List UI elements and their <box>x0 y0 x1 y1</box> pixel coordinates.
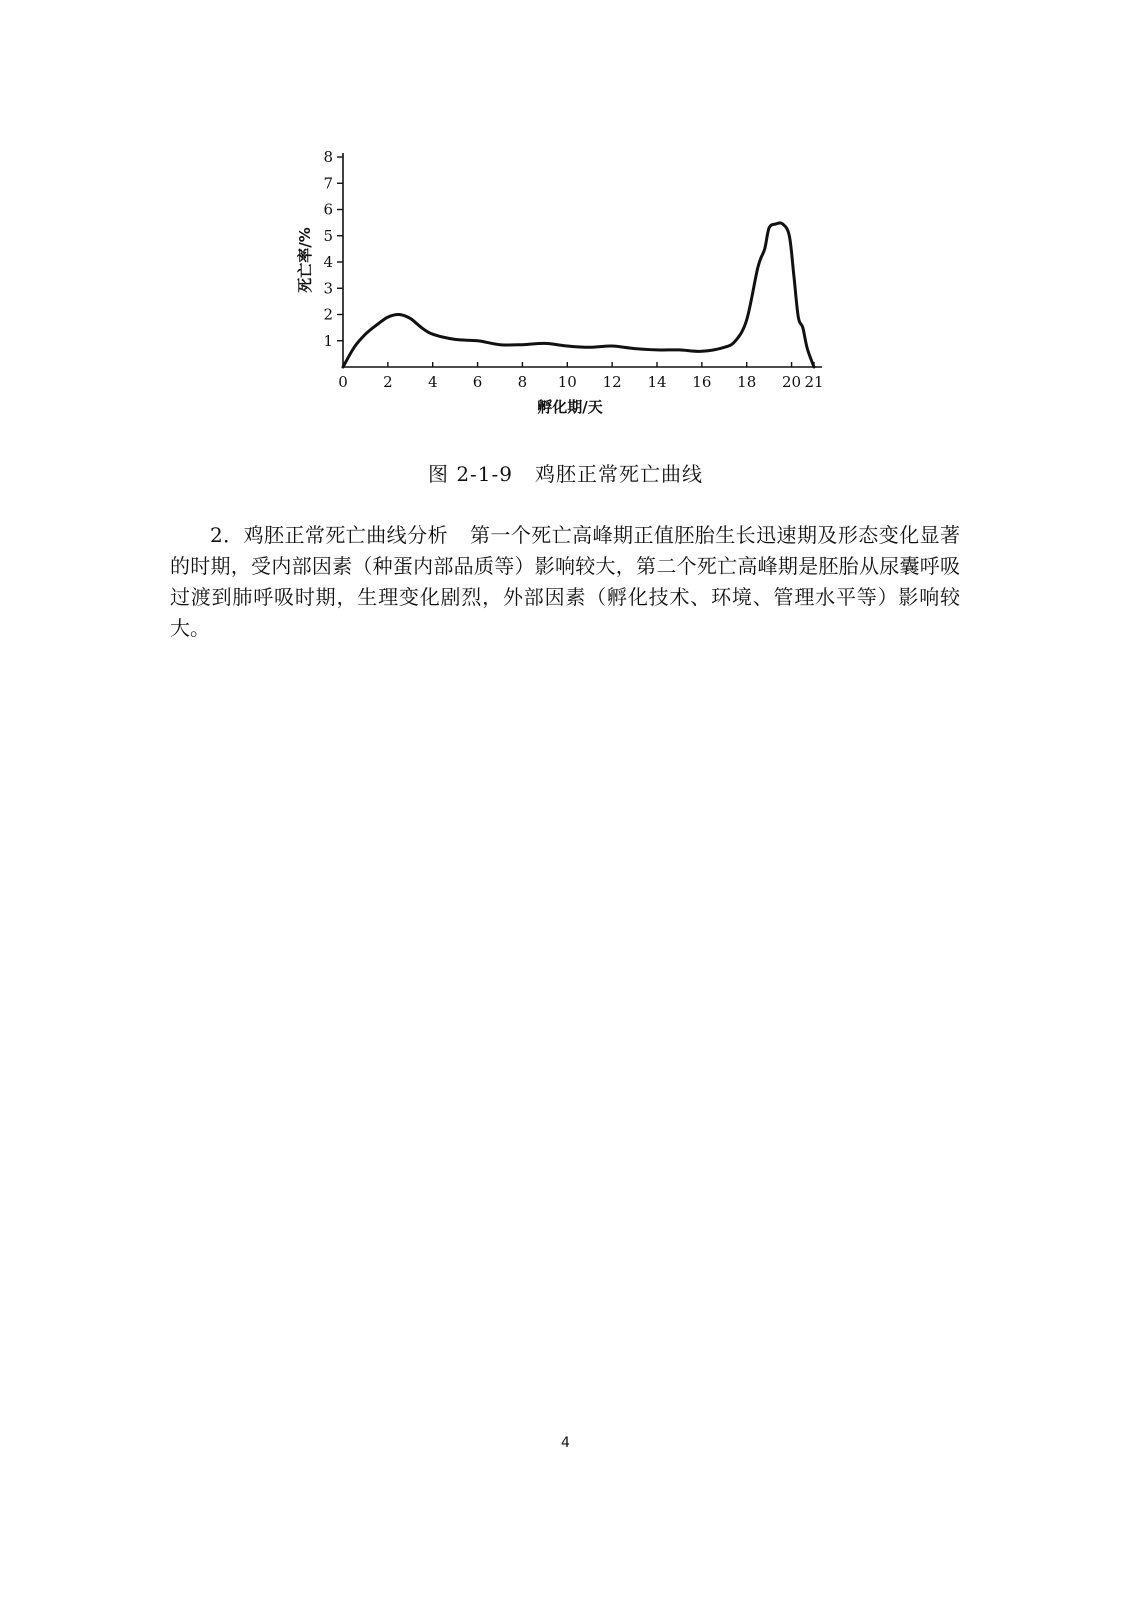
mortality-chart <box>280 140 860 440</box>
page-number: 4 <box>561 1435 570 1451</box>
x-tick-label: 0 <box>338 373 348 391</box>
series-group <box>343 223 814 367</box>
x-axis-title: 孵化期/天 <box>537 398 603 416</box>
x-tick-label: 2 <box>383 373 393 391</box>
y-tick-label: 7 <box>323 174 333 193</box>
x-tick-label: 16 <box>692 373 712 391</box>
y-tick-label: 6 <box>323 200 333 219</box>
x-tick-label: 6 <box>472 373 483 391</box>
y-tick-label: 2 <box>323 305 333 324</box>
x-tick-label: 8 <box>517 373 528 391</box>
x-tick-label: 10 <box>557 373 577 391</box>
mortality-curve <box>343 223 814 367</box>
x-tick-label: 20 <box>782 373 802 391</box>
x-tick-label: 4 <box>427 373 438 391</box>
paragraph-text: 第一个死亡高峰期正值胚胎生长迅速期及形态变化显著的时期，受内部因素（种蛋内部品质等）影响较大，第二个死亡高峰期是胚胎从尿囊呼吸过渡到肺呼吸时期，生理变化剧烈，外部因素（孵化技术、环境、管理水平等）影响较大。 <box>170 523 961 640</box>
figure-caption <box>0 458 1131 487</box>
x-tick-label: 21 <box>804 373 824 391</box>
figure-caption-text: 鸡胚正常死亡曲线 <box>535 462 704 486</box>
y-tick-label: 8 <box>323 148 333 166</box>
y-tick-label: 4 <box>323 253 333 271</box>
y-tick-label: 1 <box>323 331 333 350</box>
y-tick-label: 5 <box>323 226 333 245</box>
y-axis-title: 死亡率/% <box>296 227 314 293</box>
body-paragraph <box>170 520 960 644</box>
figure-caption-number: 图 2-1-9 <box>427 462 514 486</box>
x-tick-label: 18 <box>737 373 757 391</box>
y-tick-label: 3 <box>323 279 333 298</box>
x-axis <box>338 362 823 391</box>
x-tick-label: 14 <box>647 373 667 391</box>
paragraph-heading: 2．鸡胚正常死亡曲线分析 <box>210 523 448 547</box>
y-axis <box>323 148 343 367</box>
x-tick-label: 12 <box>602 373 622 391</box>
